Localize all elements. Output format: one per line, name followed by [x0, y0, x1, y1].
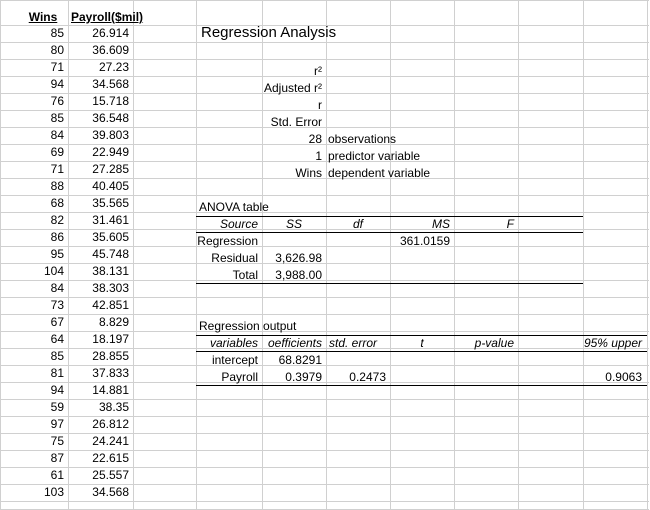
payroll-cell[interactable]: 35.565: [92, 196, 129, 210]
anova-header-df[interactable]: df: [352, 217, 363, 231]
payroll-cell[interactable]: 14.881: [92, 383, 129, 397]
r-label[interactable]: r: [318, 98, 322, 112]
payroll-cell[interactable]: 38.303: [92, 281, 129, 295]
wins-cell[interactable]: 59: [50, 400, 64, 414]
anova-header-border: [196, 232, 583, 233]
payroll-cell[interactable]: 22.615: [92, 451, 129, 465]
observations-value[interactable]: 28: [308, 132, 322, 146]
payroll-cell[interactable]: 22.949: [92, 145, 129, 159]
anova-header-f[interactable]: F: [506, 217, 514, 231]
regression-title[interactable]: Regression Analysis: [201, 24, 337, 41]
payroll-cell[interactable]: 15.718: [92, 94, 129, 108]
wins-cell[interactable]: 82: [50, 213, 64, 227]
wins-cell[interactable]: 95: [50, 247, 64, 261]
payroll-cell[interactable]: 37.833: [92, 366, 129, 380]
payroll-cell[interactable]: 38.131: [92, 264, 129, 278]
output-header-coefficients[interactable]: oefficients: [267, 336, 322, 350]
output-header-border: [196, 351, 647, 352]
payroll-cell[interactable]: 35.605: [92, 230, 129, 244]
wins-cell[interactable]: 85: [50, 111, 64, 125]
grid-row-line: [0, 501, 649, 502]
adj-r2-label[interactable]: Adjusted r²: [263, 81, 322, 95]
anova-header-source[interactable]: Source: [219, 217, 258, 231]
output-payroll-label[interactable]: Payroll: [221, 370, 258, 384]
anova-total-ss[interactable]: 3,988.00: [275, 268, 322, 282]
wins-cell[interactable]: 85: [50, 349, 64, 363]
payroll-cell[interactable]: 25.557: [92, 468, 129, 482]
payroll-cell[interactable]: 26.914: [92, 26, 129, 40]
output-payroll-se[interactable]: 0.2473: [349, 370, 386, 384]
wins-cell[interactable]: 94: [50, 77, 64, 91]
output-header-std-error[interactable]: std. error: [329, 336, 378, 350]
wins-cell[interactable]: 86: [50, 230, 64, 244]
grid-row-line: [0, 0, 649, 1]
anova-bottom-border: [196, 283, 583, 284]
payroll-cell[interactable]: 18.197: [92, 332, 129, 346]
output-header-95-upper[interactable]: 95% upper: [583, 336, 642, 350]
output-header-t[interactable]: t: [420, 336, 424, 350]
output-payroll-95-upper[interactable]: 0.9063: [605, 370, 642, 384]
anova-total-label[interactable]: Total: [232, 268, 258, 282]
header-payroll[interactable]: Payroll($mil): [71, 10, 144, 24]
payroll-cell[interactable]: 28.855: [92, 349, 129, 363]
payroll-cell[interactable]: 39.803: [92, 128, 129, 142]
wins-cell[interactable]: 64: [50, 332, 64, 346]
wins-cell[interactable]: 67: [50, 315, 64, 329]
wins-cell[interactable]: 68: [50, 196, 64, 210]
payroll-cell[interactable]: 45.748: [92, 247, 129, 261]
payroll-cell[interactable]: 38.35: [98, 400, 129, 414]
dependent-value[interactable]: Wins: [295, 166, 322, 180]
wins-cell[interactable]: 97: [50, 417, 64, 431]
wins-cell[interactable]: 85: [50, 26, 64, 40]
output-header-variables[interactable]: variables: [209, 336, 258, 350]
wins-cell[interactable]: 80: [50, 43, 64, 57]
anova-regression-label[interactable]: Regression: [197, 234, 258, 248]
wins-cell[interactable]: 94: [50, 383, 64, 397]
wins-cell[interactable]: 88: [50, 179, 64, 193]
wins-cell[interactable]: 76: [50, 94, 64, 108]
wins-cell[interactable]: 61: [50, 468, 64, 482]
anova-header-ms[interactable]: MS: [432, 217, 450, 231]
output-payroll-coef[interactable]: 0.3979: [285, 370, 322, 384]
wins-cell[interactable]: 84: [50, 128, 64, 142]
output-top-border: [196, 335, 647, 336]
output-intercept-label[interactable]: intercept: [211, 353, 258, 367]
wins-cell[interactable]: 73: [50, 298, 64, 312]
wins-cell[interactable]: 104: [43, 264, 64, 278]
header-wins[interactable]: Wins: [28, 10, 58, 24]
wins-cell[interactable]: 71: [50, 162, 64, 176]
payroll-cell[interactable]: 40.405: [92, 179, 129, 193]
output-header-p-value[interactable]: p-value: [474, 336, 514, 350]
predictors-label[interactable]: predictor variable: [328, 149, 421, 163]
predictors-value[interactable]: 1: [315, 149, 322, 163]
output-bottom-border: [196, 385, 647, 386]
payroll-cell[interactable]: 36.548: [92, 111, 129, 125]
anova-title[interactable]: ANOVA table: [199, 200, 269, 214]
anova-residual-label[interactable]: Residual: [211, 251, 258, 265]
anova-header-ss[interactable]: SS: [285, 217, 302, 231]
payroll-cell[interactable]: 26.812: [92, 417, 129, 431]
payroll-cell[interactable]: 31.461: [92, 213, 129, 227]
wins-cell[interactable]: 69: [50, 145, 64, 159]
anova-top-border: [196, 216, 583, 217]
payroll-cell[interactable]: 42.851: [92, 298, 129, 312]
payroll-cell[interactable]: 34.568: [92, 485, 129, 499]
wins-cell[interactable]: 103: [43, 485, 64, 499]
wins-cell[interactable]: 81: [50, 366, 64, 380]
anova-residual-ss[interactable]: 3,626.98: [275, 251, 322, 265]
wins-cell[interactable]: 71: [50, 60, 64, 74]
payroll-cell[interactable]: 27.23: [98, 60, 129, 74]
r2-label[interactable]: r²: [314, 64, 322, 78]
anova-regression-ms[interactable]: 361.0159: [399, 234, 450, 248]
wins-cell[interactable]: 75: [50, 434, 64, 448]
wins-cell[interactable]: 84: [50, 281, 64, 295]
payroll-cell[interactable]: 27.285: [92, 162, 129, 176]
dependent-label[interactable]: dependent variable: [328, 166, 431, 180]
std-error-label[interactable]: Std. Error: [270, 115, 322, 129]
wins-cell[interactable]: 87: [50, 451, 64, 465]
payroll-cell[interactable]: 8.829: [98, 315, 129, 329]
payroll-cell[interactable]: 24.241: [92, 434, 129, 448]
payroll-cell[interactable]: 34.568: [92, 77, 129, 91]
output-intercept-coef[interactable]: 68.8291: [278, 353, 322, 367]
observations-label[interactable]: observations: [328, 132, 397, 146]
payroll-cell[interactable]: 36.609: [92, 43, 129, 57]
output-title[interactable]: Regression output: [199, 319, 297, 333]
